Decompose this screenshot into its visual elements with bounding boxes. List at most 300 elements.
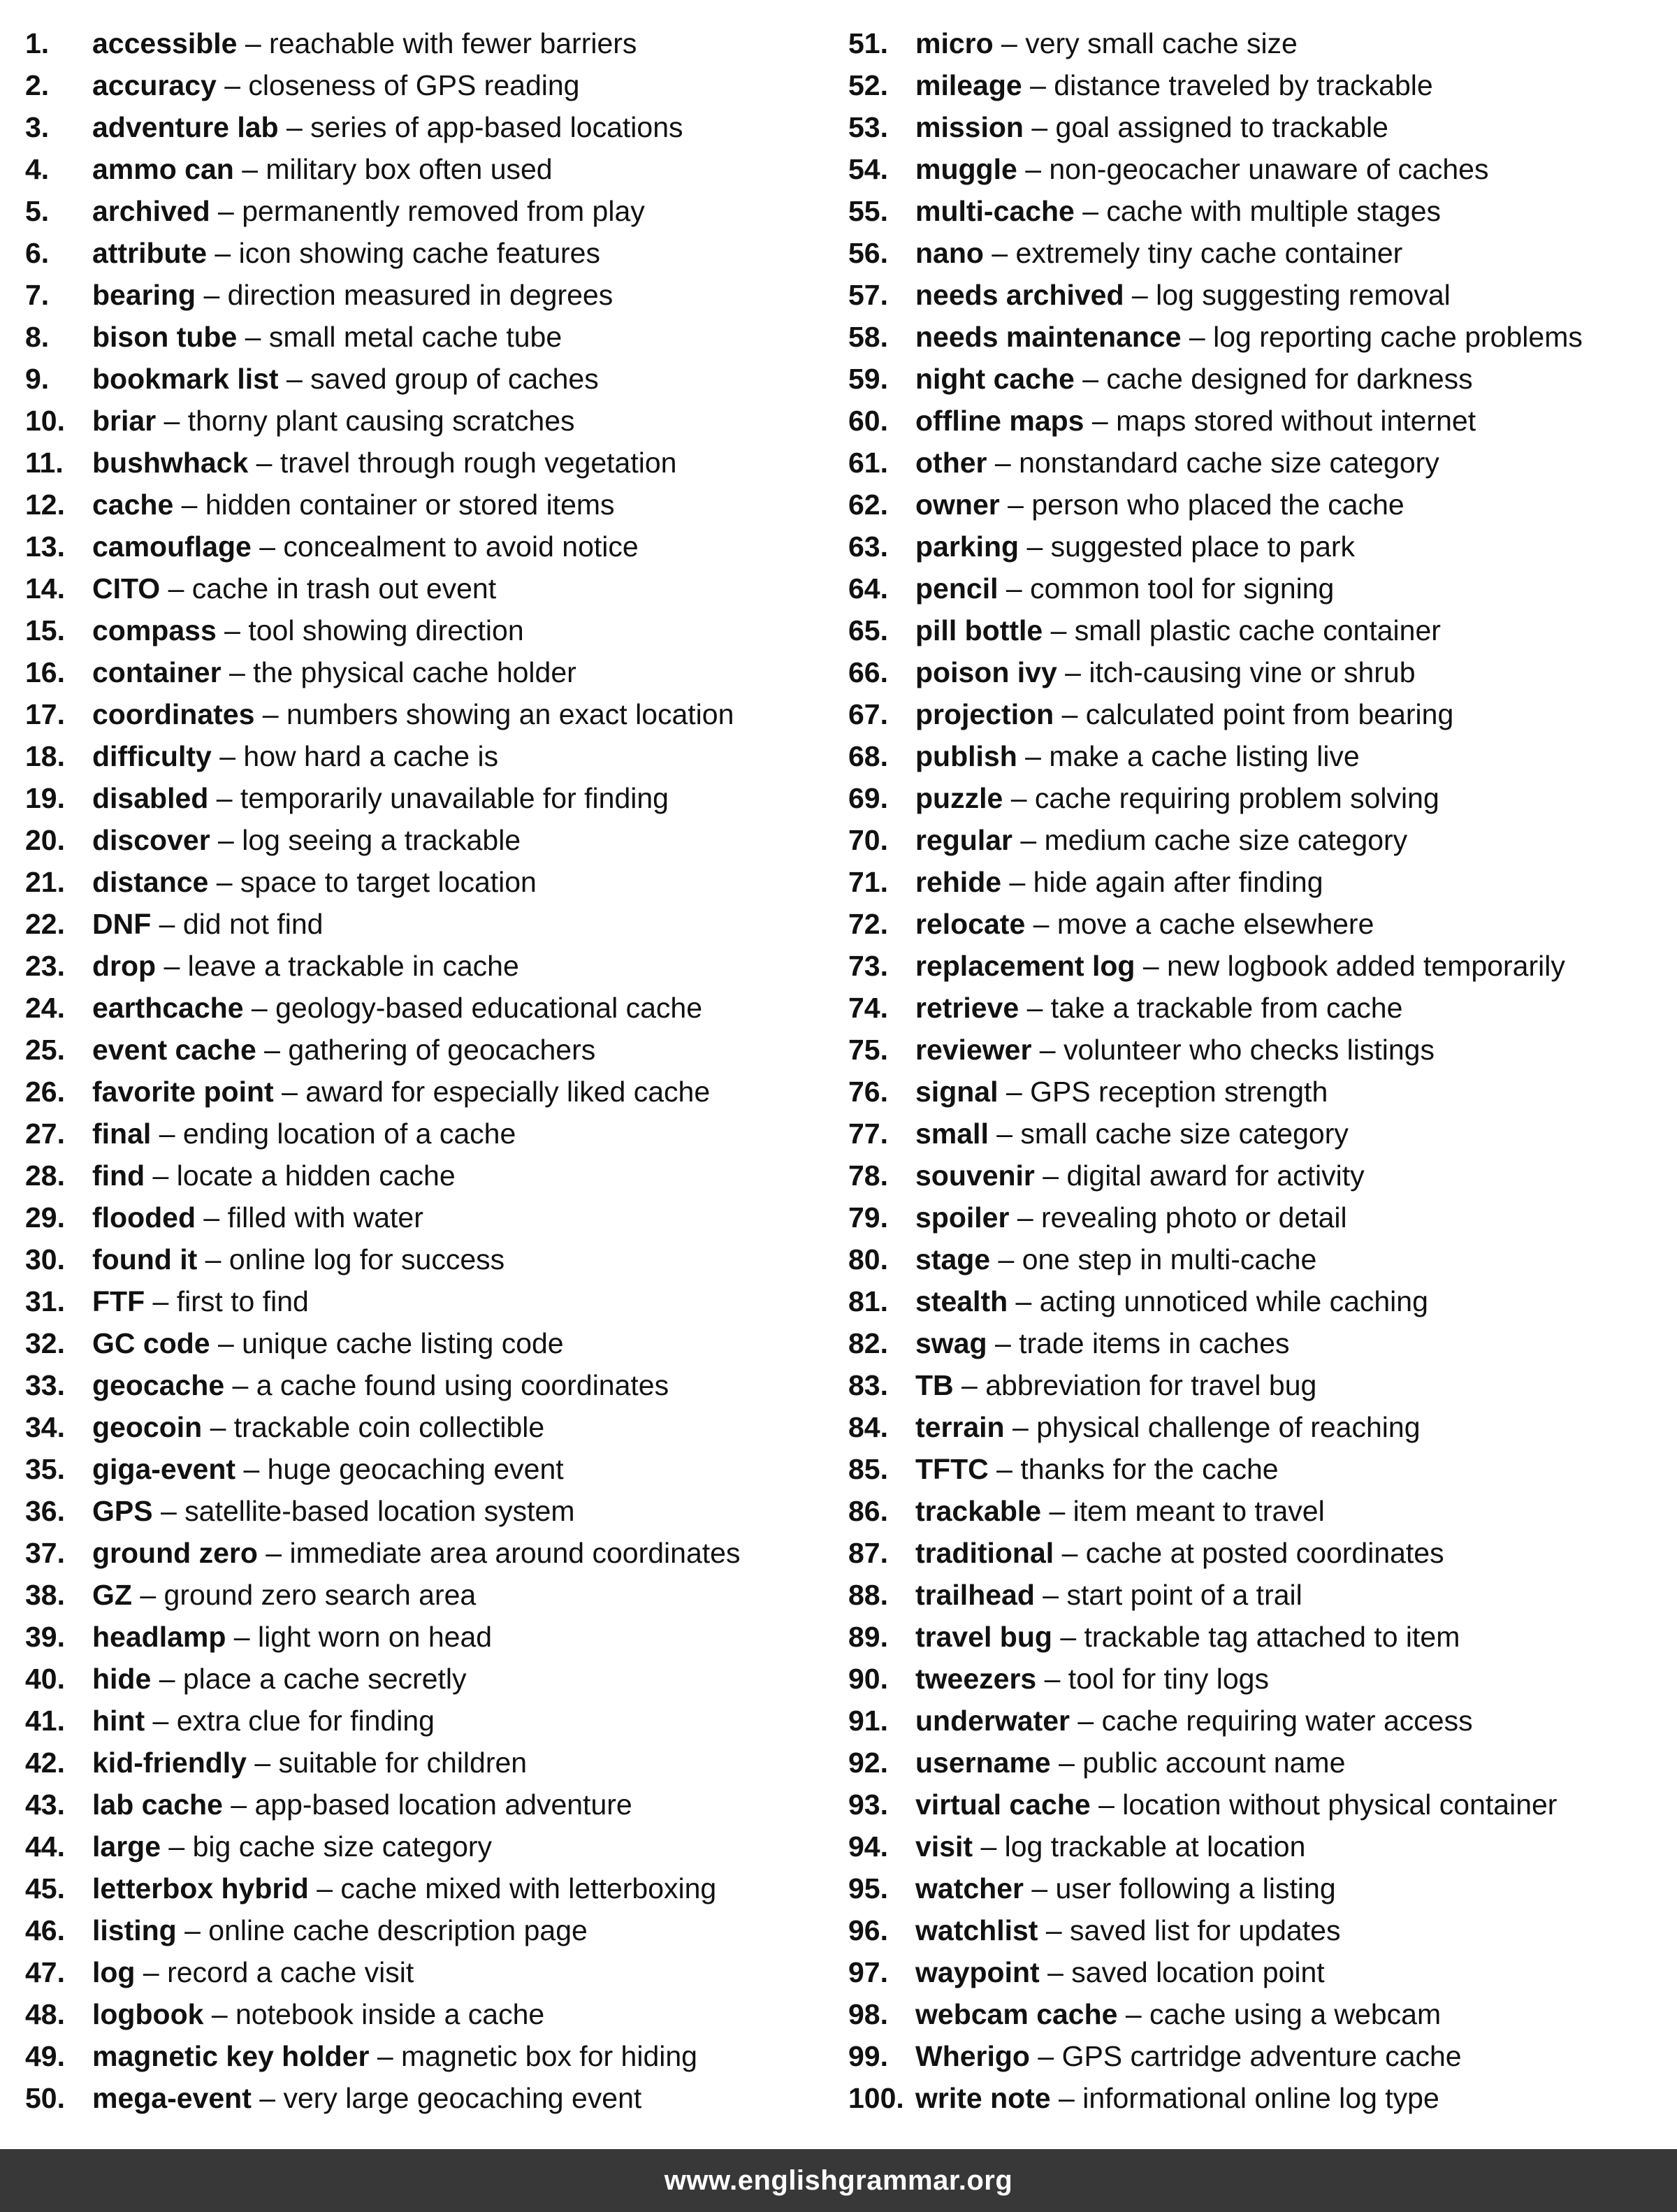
vocabulary-entry bbox=[848, 1406, 1673, 1448]
entry-number: 40. bbox=[25, 1663, 65, 1695]
entry-number: 48. bbox=[25, 1998, 65, 2030]
entry-definition: – log trackable at location bbox=[973, 1830, 1306, 1863]
entry-term: briar bbox=[92, 405, 157, 437]
entry-number: 25. bbox=[25, 1034, 65, 1066]
vocabulary-entry bbox=[848, 106, 1673, 148]
entry-number: 74. bbox=[848, 992, 888, 1024]
entry-definition: – cache mixed with letterboxing bbox=[308, 1872, 717, 1904]
entry-definition: – log seeing a trackable bbox=[210, 824, 521, 856]
vocabulary-entry bbox=[25, 1909, 836, 1951]
entry-term: flooded bbox=[92, 1201, 196, 1234]
entry-number: 92. bbox=[848, 1747, 888, 1779]
vocabulary-entry bbox=[25, 484, 836, 526]
entry-definition: – permanently removed from play bbox=[210, 195, 645, 227]
vocabulary-entry bbox=[25, 651, 836, 693]
vocabulary-entry bbox=[25, 1616, 836, 1658]
entry-term: magnetic key holder bbox=[92, 2040, 370, 2072]
vocabulary-entry bbox=[25, 1448, 836, 1490]
entry-term: souvenir bbox=[915, 1159, 1035, 1192]
entry-term: bushwhack bbox=[92, 447, 249, 479]
entry-term: event cache bbox=[92, 1034, 256, 1066]
vocabulary-entry bbox=[848, 1197, 1673, 1238]
vocabulary-entry bbox=[25, 148, 836, 190]
vocabulary-entry bbox=[25, 987, 836, 1029]
entry-definition: – closeness of GPS reading bbox=[216, 69, 580, 101]
entry-number: 73. bbox=[848, 950, 888, 982]
vocabulary-entry bbox=[25, 1364, 836, 1406]
entry-number: 34. bbox=[25, 1411, 65, 1443]
entry-term: GC code bbox=[92, 1327, 210, 1359]
entry-definition: – online log for success bbox=[197, 1243, 505, 1275]
vocabulary-entry bbox=[25, 1029, 836, 1071]
entry-definition: – extremely tiny cache container bbox=[983, 237, 1403, 269]
vocabulary-entry bbox=[25, 1406, 836, 1448]
entry-definition: – cache designed for darkness bbox=[1074, 363, 1473, 395]
vocabulary-entry bbox=[25, 22, 836, 64]
entry-term: traditional bbox=[915, 1537, 1054, 1569]
entry-number: 59. bbox=[848, 363, 888, 395]
entry-term: offline maps bbox=[915, 405, 1084, 437]
entry-definition: – log suggesting removal bbox=[1124, 279, 1451, 311]
entry-definition: – very small cache size bbox=[993, 27, 1298, 59]
entry-definition: – volunteer who checks listings bbox=[1031, 1034, 1435, 1066]
entry-definition: – the physical cache holder bbox=[221, 656, 576, 688]
entry-number: 57. bbox=[848, 279, 888, 311]
entry-term: final bbox=[92, 1118, 152, 1150]
entry-number: 75. bbox=[848, 1034, 888, 1066]
vocabulary-entry bbox=[848, 400, 1673, 442]
entry-number: 55. bbox=[848, 195, 888, 227]
entry-number: 9. bbox=[25, 363, 50, 395]
entry-definition: – nonstandard cache size category bbox=[987, 447, 1439, 479]
entry-number: 44. bbox=[25, 1830, 65, 1863]
entry-definition: – trackable coin collectible bbox=[202, 1411, 545, 1443]
vocabulary-entry bbox=[848, 1574, 1673, 1616]
vocabulary-entry bbox=[848, 148, 1673, 190]
entry-definition: – extra clue for finding bbox=[145, 1705, 435, 1737]
entry-definition: – move a cache elsewhere bbox=[1025, 908, 1374, 940]
entry-number: 96. bbox=[848, 1914, 888, 1946]
entry-term: visit bbox=[915, 1830, 973, 1863]
entry-definition: – trackable tag attached to item bbox=[1052, 1621, 1460, 1653]
entry-number: 79. bbox=[848, 1201, 888, 1234]
entry-term: poison ivy bbox=[915, 656, 1057, 688]
entry-definition: – cache using a webcam bbox=[1117, 1998, 1442, 2030]
entry-term: other bbox=[915, 447, 987, 479]
entry-term: giga-event bbox=[92, 1453, 236, 1485]
vocabulary-entry bbox=[25, 735, 836, 777]
entry-definition: – reachable with fewer barriers bbox=[237, 27, 637, 59]
entry-term: watchlist bbox=[915, 1914, 1038, 1946]
entry-definition: – hidden container or stored items bbox=[173, 489, 615, 521]
vocabulary-entry bbox=[848, 1113, 1673, 1155]
entry-number: 93. bbox=[848, 1788, 888, 1821]
entry-definition: – big cache size category bbox=[161, 1830, 493, 1863]
vocabulary-entry bbox=[848, 22, 1673, 64]
entry-term: tweezers bbox=[915, 1663, 1037, 1695]
entry-number: 91. bbox=[848, 1705, 888, 1737]
entry-definition: – concealment to avoid notice bbox=[251, 530, 639, 563]
vocabulary-entry bbox=[848, 987, 1673, 1029]
entry-term: drop bbox=[92, 950, 157, 982]
entry-number: 17. bbox=[25, 698, 65, 730]
entry-definition: – magnetic box for hiding bbox=[369, 2040, 697, 2072]
entry-number: 41. bbox=[25, 1705, 65, 1737]
vocabulary-entry bbox=[25, 232, 836, 274]
entry-number: 38. bbox=[25, 1579, 65, 1611]
entry-definition: – space to target location bbox=[208, 866, 537, 898]
vocabulary-entry bbox=[848, 442, 1673, 484]
entry-term: retrieve bbox=[915, 992, 1019, 1024]
entry-number: 87. bbox=[848, 1537, 888, 1569]
vocabulary-entry bbox=[25, 945, 836, 987]
entry-term: bookmark list bbox=[92, 363, 279, 395]
entry-definition: – tool for tiny logs bbox=[1036, 1663, 1269, 1695]
entry-definition: – informational online log type bbox=[1050, 2082, 1439, 2114]
vocabulary-entry bbox=[25, 861, 836, 903]
entry-number: 29. bbox=[25, 1201, 65, 1234]
vocabulary-entry bbox=[25, 64, 836, 106]
vocabulary-entry bbox=[25, 903, 836, 945]
entry-term: headlamp bbox=[92, 1621, 226, 1653]
entry-number: 86. bbox=[848, 1495, 888, 1527]
entry-number: 95. bbox=[848, 1872, 888, 1904]
entry-number: 32. bbox=[25, 1327, 65, 1359]
entry-term: webcam cache bbox=[915, 1998, 1118, 2030]
vocabulary-entry bbox=[848, 1909, 1673, 1951]
vocabulary-entry bbox=[848, 735, 1673, 777]
vocabulary-entry bbox=[25, 609, 836, 651]
entry-number: 69. bbox=[848, 782, 888, 814]
vocabulary-entry bbox=[848, 777, 1673, 819]
entry-definition: – app-based location adventure bbox=[222, 1788, 632, 1821]
vocabulary-entry bbox=[848, 1238, 1673, 1280]
entry-number: 1. bbox=[25, 27, 50, 59]
entry-term: write note bbox=[915, 2082, 1051, 2114]
entry-definition: – leave a trackable in cache bbox=[156, 950, 519, 982]
entry-number: 88. bbox=[848, 1579, 888, 1611]
entry-definition: – common tool for signing bbox=[998, 572, 1335, 605]
entry-term: earthcache bbox=[92, 992, 244, 1024]
entry-definition: – calculated point from bearing bbox=[1054, 698, 1454, 730]
entry-term: reviewer bbox=[915, 1034, 1032, 1066]
entry-term: spoiler bbox=[915, 1201, 1010, 1234]
entry-term: stealth bbox=[915, 1285, 1008, 1317]
entry-definition: – trade items in caches bbox=[987, 1327, 1290, 1359]
entry-term: regular bbox=[915, 824, 1012, 856]
entry-term: ground zero bbox=[92, 1537, 258, 1569]
entry-term: hide bbox=[92, 1663, 152, 1695]
vocabulary-entry bbox=[25, 568, 836, 609]
entry-definition: – filled with water bbox=[196, 1201, 423, 1234]
entry-definition: – notebook inside a cache bbox=[203, 1998, 545, 2030]
entry-term: trailhead bbox=[915, 1579, 1035, 1611]
entry-definition: – satellite-based location system bbox=[152, 1495, 575, 1527]
entry-term: attribute bbox=[92, 237, 207, 269]
entry-term: DNF bbox=[92, 908, 152, 940]
entry-term: hint bbox=[92, 1705, 145, 1737]
entry-definition: – did not find bbox=[151, 908, 324, 940]
entry-term: TFTC bbox=[915, 1453, 989, 1485]
vocabulary-entry bbox=[25, 106, 836, 148]
entry-term: replacement log bbox=[915, 950, 1135, 982]
entry-number: 3. bbox=[25, 111, 50, 143]
entry-number: 89. bbox=[848, 1621, 888, 1653]
entry-definition: – small metal cache tube bbox=[237, 321, 562, 353]
entry-number: 24. bbox=[25, 992, 65, 1024]
entry-definition: – new logbook added temporarily bbox=[1135, 950, 1565, 982]
entry-number: 82. bbox=[848, 1327, 888, 1359]
entry-number: 62. bbox=[848, 489, 888, 521]
footer-bar bbox=[0, 2149, 1677, 2212]
entry-term: kid-friendly bbox=[92, 1747, 247, 1779]
entry-definition: – public account name bbox=[1050, 1747, 1346, 1779]
entry-definition: – travel through rough vegetation bbox=[248, 447, 677, 479]
entry-term: relocate bbox=[915, 908, 1026, 940]
entry-number: 18. bbox=[25, 740, 65, 772]
entry-number: 54. bbox=[848, 153, 888, 185]
entry-definition: – small cache size category bbox=[988, 1118, 1349, 1150]
entry-definition: – make a cache listing live bbox=[1017, 740, 1360, 772]
entry-term: mega-event bbox=[92, 2082, 252, 2114]
entry-definition: – location without physical container bbox=[1090, 1788, 1558, 1821]
entry-term: large bbox=[92, 1830, 161, 1863]
entry-definition: – geology-based educational cache bbox=[243, 992, 702, 1024]
entry-definition: – thorny plant causing scratches bbox=[156, 405, 575, 437]
entry-term: parking bbox=[915, 530, 1019, 563]
entry-number: 28. bbox=[25, 1159, 65, 1192]
entry-term: camouflage bbox=[92, 530, 252, 563]
entry-definition: – medium cache size category bbox=[1012, 824, 1408, 856]
entry-term: find bbox=[92, 1159, 145, 1192]
entry-number: 60. bbox=[848, 405, 888, 437]
entry-term: accuracy bbox=[92, 69, 217, 101]
vocabulary-entry bbox=[848, 1364, 1673, 1406]
entry-number: 71. bbox=[848, 866, 888, 898]
entry-term: adventure lab bbox=[92, 111, 279, 143]
entry-term: TB bbox=[915, 1369, 954, 1401]
entry-number: 64. bbox=[848, 572, 888, 605]
entry-definition: – huge geocaching event bbox=[235, 1453, 564, 1485]
footer-website-link[interactable]: www.englishgrammar.org bbox=[664, 2164, 1013, 2196]
entry-definition: – online cache description page bbox=[176, 1914, 588, 1946]
entry-number: 12. bbox=[25, 489, 65, 521]
vocabulary-entry bbox=[848, 526, 1673, 568]
entry-definition: – record a cache visit bbox=[135, 1956, 414, 1988]
entry-term: distance bbox=[92, 866, 209, 898]
entry-number: 77. bbox=[848, 1118, 888, 1150]
entry-term: nano bbox=[915, 237, 984, 269]
entry-number: 37. bbox=[25, 1537, 65, 1569]
entry-number: 67. bbox=[848, 698, 888, 730]
entry-number: 46. bbox=[25, 1914, 65, 1946]
vocabulary-entry bbox=[848, 1616, 1673, 1658]
entry-definition: – take a trackable from cache bbox=[1019, 992, 1403, 1024]
entry-term: archived bbox=[92, 195, 210, 227]
entry-definition: – cache requiring problem solving bbox=[1003, 782, 1439, 814]
entry-term: log bbox=[92, 1956, 136, 1988]
entry-number: 53. bbox=[848, 111, 888, 143]
vocabulary-entry bbox=[848, 1029, 1673, 1071]
vocabulary-entry bbox=[848, 484, 1673, 526]
vocabulary-entry bbox=[25, 1532, 836, 1574]
entry-definition: – cache in trash out event bbox=[160, 572, 497, 605]
vocabulary-entry bbox=[848, 1071, 1673, 1113]
vocabulary-entry bbox=[25, 693, 836, 735]
entry-term: watcher bbox=[915, 1872, 1024, 1904]
entry-term: signal bbox=[915, 1076, 999, 1108]
vocabulary-entry bbox=[848, 358, 1673, 400]
vocabulary-entry bbox=[848, 568, 1673, 609]
entry-term: FTF bbox=[92, 1285, 145, 1317]
entry-definition: – direction measured in degrees bbox=[196, 279, 614, 311]
vocabulary-entry bbox=[25, 400, 836, 442]
entry-definition: – first to find bbox=[145, 1285, 309, 1317]
entry-number: 80. bbox=[848, 1243, 888, 1275]
vocabulary-entry bbox=[25, 358, 836, 400]
entry-definition: – series of app-based locations bbox=[278, 111, 683, 143]
entry-term: micro bbox=[915, 27, 994, 59]
entry-term: small bbox=[915, 1118, 989, 1150]
vocabulary-entry bbox=[848, 1280, 1673, 1322]
vocabulary-entry bbox=[25, 442, 836, 484]
entry-number: 98. bbox=[848, 1998, 888, 2030]
entry-number: 35. bbox=[25, 1453, 65, 1485]
entry-term: compass bbox=[92, 614, 217, 646]
entry-definition: – unique cache listing code bbox=[210, 1327, 564, 1359]
entry-number: 11. bbox=[25, 447, 64, 479]
entry-number: 31. bbox=[25, 1285, 65, 1317]
vocabulary-column-left bbox=[25, 22, 836, 2119]
entry-definition: – small plastic cache container bbox=[1043, 614, 1441, 646]
entry-number: 66. bbox=[848, 656, 888, 688]
entry-term: accessible bbox=[92, 27, 238, 59]
vocabulary-entry bbox=[848, 609, 1673, 651]
entry-definition: – acting unnoticed while caching bbox=[1008, 1285, 1428, 1317]
entry-number: 43. bbox=[25, 1788, 65, 1821]
entry-definition: – user following a listing bbox=[1023, 1872, 1336, 1904]
entry-number: 15. bbox=[25, 614, 65, 646]
vocabulary-entry bbox=[848, 190, 1673, 232]
entry-term: lab cache bbox=[92, 1788, 223, 1821]
entry-definition: – one step in multi-cache bbox=[990, 1243, 1317, 1275]
entry-number: 7. bbox=[25, 279, 50, 311]
entry-term: disabled bbox=[92, 782, 209, 814]
vocabulary-entry bbox=[25, 777, 836, 819]
entry-definition: – thanks for the cache bbox=[988, 1453, 1279, 1485]
vocabulary-entry bbox=[848, 1700, 1673, 1742]
entry-definition: – hide again after finding bbox=[1001, 866, 1323, 898]
vocabulary-entry bbox=[848, 1826, 1673, 1867]
entry-term: owner bbox=[915, 489, 1000, 521]
entry-number: 97. bbox=[848, 1956, 888, 1988]
entry-number: 14. bbox=[25, 572, 65, 605]
entry-definition: – light worn on head bbox=[226, 1621, 493, 1653]
entry-number: 72. bbox=[848, 908, 888, 940]
vocabulary-entry bbox=[848, 903, 1673, 945]
entry-term: needs archived bbox=[915, 279, 1124, 311]
entry-definition: – icon showing cache features bbox=[207, 237, 600, 269]
entry-term: geocoin bbox=[92, 1411, 203, 1443]
vocabulary-entry bbox=[848, 316, 1673, 358]
entry-number: 84. bbox=[848, 1411, 888, 1443]
entry-number: 23. bbox=[25, 950, 65, 982]
entry-number: 76. bbox=[848, 1076, 888, 1108]
entry-definition: – numbers showing an exact location bbox=[254, 698, 734, 730]
entry-number: 78. bbox=[848, 1159, 888, 1192]
entry-number: 27. bbox=[25, 1118, 65, 1150]
entry-term: geocache bbox=[92, 1369, 225, 1401]
vocabulary-entry bbox=[25, 1238, 836, 1280]
vocabulary-entry bbox=[25, 819, 836, 861]
vocabulary-entry bbox=[25, 1155, 836, 1197]
vocabulary-entry bbox=[848, 1993, 1673, 2035]
vocabulary-entry bbox=[848, 274, 1673, 316]
vocabulary-entry bbox=[848, 64, 1673, 106]
entry-number: 45. bbox=[25, 1872, 65, 1904]
entry-term: night cache bbox=[915, 363, 1075, 395]
vocabulary-entry bbox=[25, 1113, 836, 1155]
entry-number: 49. bbox=[25, 2040, 65, 2072]
entry-number: 56. bbox=[848, 237, 888, 269]
entry-term: trackable bbox=[915, 1495, 1042, 1527]
entry-definition: – how hard a cache is bbox=[211, 740, 499, 772]
entry-term: listing bbox=[92, 1914, 177, 1946]
entry-term: virtual cache bbox=[915, 1788, 1091, 1821]
vocabulary-entry bbox=[848, 1658, 1673, 1700]
entry-number: 2. bbox=[25, 69, 50, 101]
vocabulary-entry bbox=[848, 232, 1673, 274]
vocabulary-entry bbox=[848, 2077, 1673, 2119]
entry-number: 19. bbox=[25, 782, 65, 814]
entry-number: 90. bbox=[848, 1663, 888, 1695]
vocabulary-entry bbox=[25, 1826, 836, 1867]
vocabulary-entry bbox=[25, 1574, 836, 1616]
entry-number: 5. bbox=[25, 195, 50, 227]
entry-number: 68. bbox=[848, 740, 888, 772]
entry-definition: – GPS cartridge adventure cache bbox=[1029, 2040, 1462, 2072]
entry-term: muggle bbox=[915, 153, 1017, 185]
entry-term: swag bbox=[915, 1327, 987, 1359]
entry-definition: – maps stored without internet bbox=[1084, 405, 1476, 437]
entry-term: cache bbox=[92, 489, 174, 521]
entry-number: 65. bbox=[848, 614, 888, 646]
vocabulary-entry bbox=[848, 819, 1673, 861]
vocabulary-entry bbox=[25, 1742, 836, 1784]
entry-term: terrain bbox=[915, 1411, 1005, 1443]
entry-term: GZ bbox=[92, 1579, 132, 1611]
vocabulary-entry bbox=[848, 1155, 1673, 1197]
vocabulary-entry bbox=[848, 861, 1673, 903]
entry-definition: – suggested place to park bbox=[1019, 530, 1356, 563]
entry-number: 81. bbox=[848, 1285, 888, 1317]
entry-definition: – cache with multiple stages bbox=[1074, 195, 1441, 227]
entry-term: difficulty bbox=[92, 740, 212, 772]
entry-number: 63. bbox=[848, 530, 888, 563]
entry-definition: – start point of a trail bbox=[1034, 1579, 1302, 1611]
vocabulary-entry bbox=[25, 274, 836, 316]
entry-term: username bbox=[915, 1747, 1051, 1779]
entry-term: stage bbox=[915, 1243, 991, 1275]
entry-definition: – saved location point bbox=[1039, 1956, 1325, 1988]
entry-number: 58. bbox=[848, 321, 888, 353]
entry-number: 16. bbox=[25, 656, 65, 688]
entry-number: 100. bbox=[848, 2082, 904, 2114]
entry-number: 39. bbox=[25, 1621, 65, 1653]
entry-number: 4. bbox=[25, 153, 50, 185]
entry-definition: – tool showing direction bbox=[216, 614, 524, 646]
vocabulary-entry bbox=[25, 2077, 836, 2119]
